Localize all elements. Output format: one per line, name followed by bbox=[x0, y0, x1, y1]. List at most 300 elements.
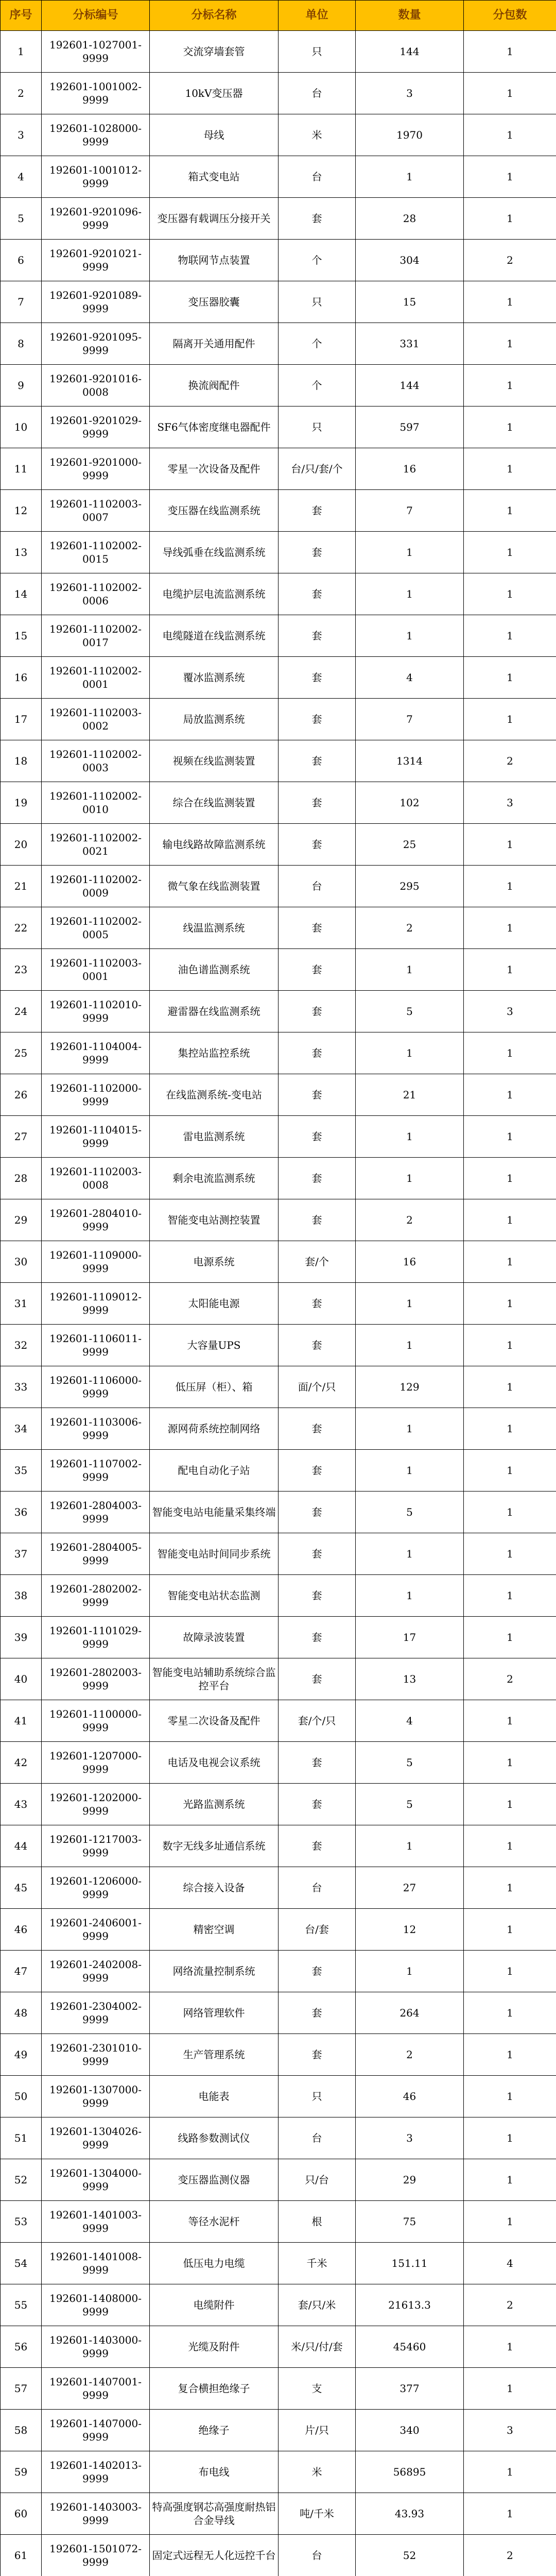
unit: 台/套 bbox=[279, 1909, 356, 1951]
row-index: 59 bbox=[1, 2451, 42, 2493]
lot-name: 智能变电站状态监测 bbox=[150, 1575, 279, 1617]
quantity: 1 bbox=[356, 1825, 464, 1867]
table-row bbox=[1, 2284, 556, 2326]
package-count: 1 bbox=[464, 699, 556, 740]
unit: 套 bbox=[279, 573, 356, 615]
row-index: 45 bbox=[1, 1867, 42, 1909]
lot-name: 光路监测系统 bbox=[150, 1784, 279, 1825]
quantity: 16 bbox=[356, 448, 464, 490]
table-row bbox=[1, 1784, 556, 1825]
quantity: 1 bbox=[356, 532, 464, 573]
lot-name: 固定式远程无人化远控千台 bbox=[150, 2535, 279, 2576]
row-index: 12 bbox=[1, 490, 42, 532]
package-count: 1 bbox=[464, 1533, 556, 1575]
lot-name: 特高强度钢芯高强度耐热铝合金导线 bbox=[150, 2493, 279, 2535]
quantity: 46 bbox=[356, 2076, 464, 2117]
lot-code: 192601-1100000-9999 bbox=[42, 1700, 150, 1742]
package-count: 1 bbox=[464, 1617, 556, 1658]
table-row bbox=[1, 2451, 556, 2493]
table-row bbox=[1, 1116, 556, 1158]
lot-name: 局放监测系统 bbox=[150, 699, 279, 740]
package-count: 1 bbox=[464, 1784, 556, 1825]
table-row bbox=[1, 740, 556, 782]
quantity: 2 bbox=[356, 907, 464, 949]
table-row bbox=[1, 1032, 556, 1074]
table-row bbox=[1, 949, 556, 991]
lot-name: 集控站监控系统 bbox=[150, 1032, 279, 1074]
package-count: 1 bbox=[464, 1366, 556, 1408]
row-index: 55 bbox=[1, 2284, 42, 2326]
quantity: 1 bbox=[356, 1575, 464, 1617]
row-index: 13 bbox=[1, 532, 42, 573]
table-row bbox=[1, 2368, 556, 2410]
row-index: 26 bbox=[1, 1074, 42, 1116]
table-row bbox=[1, 573, 556, 615]
table-body bbox=[1, 31, 556, 2576]
package-count: 1 bbox=[464, 1951, 556, 1992]
unit: 套 bbox=[279, 1074, 356, 1116]
lot-name: 智能变电站时间同步系统 bbox=[150, 1533, 279, 1575]
package-count: 1 bbox=[464, 1450, 556, 1492]
unit: 套 bbox=[279, 1742, 356, 1784]
unit: 套 bbox=[279, 1199, 356, 1241]
package-count: 4 bbox=[464, 2243, 556, 2284]
table-row bbox=[1, 2034, 556, 2076]
lot-code: 192601-1103006-9999 bbox=[42, 1408, 150, 1450]
col-header-index: 序号 bbox=[1, 1, 42, 31]
lot-code: 192601-2804005-9999 bbox=[42, 1533, 150, 1575]
quantity: 151.11 bbox=[356, 2243, 464, 2284]
package-count: 2 bbox=[464, 240, 556, 281]
lot-name: 精密空调 bbox=[150, 1909, 279, 1951]
package-count: 1 bbox=[464, 949, 556, 991]
lot-code: 192601-1402013-9999 bbox=[42, 2451, 150, 2493]
table-row bbox=[1, 1742, 556, 1784]
table-row bbox=[1, 1408, 556, 1450]
lot-name: 物联网节点装置 bbox=[150, 240, 279, 281]
quantity: 3 bbox=[356, 2117, 464, 2159]
lot-code: 192601-1102003-0008 bbox=[42, 1158, 150, 1199]
lot-name: 雷电监测系统 bbox=[150, 1116, 279, 1158]
package-count: 2 bbox=[464, 2284, 556, 2326]
quantity: 295 bbox=[356, 866, 464, 907]
lot-code: 192601-1104004-9999 bbox=[42, 1032, 150, 1074]
lot-name: 电话及电视会议系统 bbox=[150, 1742, 279, 1784]
table-row bbox=[1, 866, 556, 907]
unit: 套 bbox=[279, 1408, 356, 1450]
unit: 套 bbox=[279, 1575, 356, 1617]
table-row bbox=[1, 1867, 556, 1909]
row-index: 18 bbox=[1, 740, 42, 782]
lot-name: 交流穿墙套管 bbox=[150, 31, 279, 73]
row-index: 51 bbox=[1, 2117, 42, 2159]
table-row bbox=[1, 1700, 556, 1742]
package-count: 1 bbox=[464, 448, 556, 490]
lot-code: 192601-1102002-0003 bbox=[42, 740, 150, 782]
unit: 米 bbox=[279, 2451, 356, 2493]
table-row bbox=[1, 1158, 556, 1199]
lot-name: 视频在线监测装置 bbox=[150, 740, 279, 782]
unit: 只 bbox=[279, 2076, 356, 2117]
lot-code: 192601-1001012-9999 bbox=[42, 156, 150, 198]
quantity: 5 bbox=[356, 991, 464, 1032]
table-row bbox=[1, 1658, 556, 1700]
unit: 套 bbox=[279, 1825, 356, 1867]
lot-code: 192601-1304000-9999 bbox=[42, 2159, 150, 2201]
row-index: 2 bbox=[1, 73, 42, 114]
quantity: 2 bbox=[356, 1199, 464, 1241]
table-row bbox=[1, 1825, 556, 1867]
unit: 套 bbox=[279, 1784, 356, 1825]
row-index: 15 bbox=[1, 615, 42, 657]
lot-code: 192601-1407001-9999 bbox=[42, 2368, 150, 2410]
lot-code: 192601-2406001-9999 bbox=[42, 1909, 150, 1951]
table-row bbox=[1, 1951, 556, 1992]
package-count: 1 bbox=[464, 2076, 556, 2117]
lot-name: 复合横担绝缘子 bbox=[150, 2368, 279, 2410]
unit: 套/个 bbox=[279, 1241, 356, 1283]
quantity: 1 bbox=[356, 1032, 464, 1074]
lot-code: 192601-1403000-9999 bbox=[42, 2326, 150, 2368]
lot-code: 192601-1407000-9999 bbox=[42, 2410, 150, 2451]
lot-name: 等径水泥杆 bbox=[150, 2201, 279, 2243]
package-count: 1 bbox=[464, 1492, 556, 1533]
row-index: 24 bbox=[1, 991, 42, 1032]
lot-name: 生产管理系统 bbox=[150, 2034, 279, 2076]
package-count: 3 bbox=[464, 782, 556, 824]
quantity: 264 bbox=[356, 1992, 464, 2034]
row-index: 1 bbox=[1, 31, 42, 73]
table-row bbox=[1, 1575, 556, 1617]
package-count: 1 bbox=[464, 615, 556, 657]
table-row bbox=[1, 2535, 556, 2576]
lot-code: 192601-1001002-9999 bbox=[42, 73, 150, 114]
row-index: 31 bbox=[1, 1283, 42, 1325]
lot-name: 源网荷系统控制网络 bbox=[150, 1408, 279, 1450]
package-count: 1 bbox=[464, 2368, 556, 2410]
lot-name: 油色谱监测系统 bbox=[150, 949, 279, 991]
package-count: 1 bbox=[464, 1408, 556, 1450]
row-index: 19 bbox=[1, 782, 42, 824]
row-index: 42 bbox=[1, 1742, 42, 1784]
quantity: 102 bbox=[356, 782, 464, 824]
package-count: 1 bbox=[464, 1742, 556, 1784]
unit: 根 bbox=[279, 2201, 356, 2243]
package-count: 1 bbox=[464, 573, 556, 615]
lot-code: 192601-1102002-0009 bbox=[42, 866, 150, 907]
col-header-lot-code: 分标编号 bbox=[42, 1, 150, 31]
table-row bbox=[1, 2076, 556, 2117]
lot-code: 192601-1104015-9999 bbox=[42, 1116, 150, 1158]
row-index: 37 bbox=[1, 1533, 42, 1575]
row-index: 57 bbox=[1, 2368, 42, 2410]
quantity: 12 bbox=[356, 1909, 464, 1951]
row-index: 9 bbox=[1, 365, 42, 406]
unit: 只 bbox=[279, 31, 356, 73]
unit: 个 bbox=[279, 365, 356, 406]
package-count: 1 bbox=[464, 1700, 556, 1742]
lot-name: 母线 bbox=[150, 114, 279, 156]
unit: 只 bbox=[279, 406, 356, 448]
unit: 套 bbox=[279, 1992, 356, 2034]
lot-name: 光缆及附件 bbox=[150, 2326, 279, 2368]
lot-code: 192601-1102002-0001 bbox=[42, 657, 150, 699]
quantity: 27 bbox=[356, 1867, 464, 1909]
lot-code: 192601-1027001-9999 bbox=[42, 31, 150, 73]
lot-name: 绝缘子 bbox=[150, 2410, 279, 2451]
quantity: 4 bbox=[356, 657, 464, 699]
quantity: 1 bbox=[356, 1450, 464, 1492]
unit: 套 bbox=[279, 1283, 356, 1325]
package-count: 1 bbox=[464, 114, 556, 156]
quantity: 340 bbox=[356, 2410, 464, 2451]
table-row bbox=[1, 490, 556, 532]
unit: 套 bbox=[279, 615, 356, 657]
row-index: 10 bbox=[1, 406, 42, 448]
unit: 台 bbox=[279, 156, 356, 198]
lot-name: 太阳能电源 bbox=[150, 1283, 279, 1325]
table-row bbox=[1, 2493, 556, 2535]
package-count: 1 bbox=[464, 2117, 556, 2159]
package-count: 1 bbox=[464, 1074, 556, 1116]
table-row bbox=[1, 1533, 556, 1575]
package-count: 1 bbox=[464, 2493, 556, 2535]
lot-code: 192601-1109000-9999 bbox=[42, 1241, 150, 1283]
lot-name: 箱式变电站 bbox=[150, 156, 279, 198]
quantity: 1 bbox=[356, 156, 464, 198]
table-row bbox=[1, 1074, 556, 1116]
lot-code: 192601-1107002-9999 bbox=[42, 1450, 150, 1492]
table-row bbox=[1, 2159, 556, 2201]
lot-name: 变压器有载调压分接开关 bbox=[150, 198, 279, 240]
row-index: 25 bbox=[1, 1032, 42, 1074]
unit: 米 bbox=[279, 114, 356, 156]
unit: 套 bbox=[279, 1450, 356, 1492]
unit: 套 bbox=[279, 907, 356, 949]
table-row bbox=[1, 532, 556, 573]
lot-name: 综合在线监测装置 bbox=[150, 782, 279, 824]
row-index: 23 bbox=[1, 949, 42, 991]
quantity: 1 bbox=[356, 615, 464, 657]
package-count: 1 bbox=[464, 1283, 556, 1325]
quantity: 2 bbox=[356, 2034, 464, 2076]
lot-code: 192601-1102000-9999 bbox=[42, 1074, 150, 1116]
unit: 套 bbox=[279, 2034, 356, 2076]
unit: 米/只/付/套 bbox=[279, 2326, 356, 2368]
unit: 套 bbox=[279, 1533, 356, 1575]
table-row bbox=[1, 1992, 556, 2034]
lot-code: 192601-1102002-0006 bbox=[42, 573, 150, 615]
table-row bbox=[1, 114, 556, 156]
package-count: 1 bbox=[464, 406, 556, 448]
lot-name: 智能变电站电能量采集终端 bbox=[150, 1492, 279, 1533]
package-count: 1 bbox=[464, 198, 556, 240]
row-index: 50 bbox=[1, 2076, 42, 2117]
table-row bbox=[1, 1283, 556, 1325]
quantity: 1 bbox=[356, 1408, 464, 1450]
lot-code: 192601-2804003-9999 bbox=[42, 1492, 150, 1533]
unit: 支 bbox=[279, 2368, 356, 2410]
row-index: 56 bbox=[1, 2326, 42, 2368]
row-index: 16 bbox=[1, 657, 42, 699]
lot-code: 192601-9201095-9999 bbox=[42, 323, 150, 365]
quantity: 28 bbox=[356, 198, 464, 240]
lot-name: 变压器监测仪器 bbox=[150, 2159, 279, 2201]
unit: 只/台 bbox=[279, 2159, 356, 2201]
lot-name: 10kV变压器 bbox=[150, 73, 279, 114]
row-index: 61 bbox=[1, 2535, 42, 2576]
unit: 台/只/套/个 bbox=[279, 448, 356, 490]
lot-name: 线路参数测试仪 bbox=[150, 2117, 279, 2159]
lot-name: SF6气体密度继电器配件 bbox=[150, 406, 279, 448]
col-header-unit: 单位 bbox=[279, 1, 356, 31]
quantity: 21613.3 bbox=[356, 2284, 464, 2326]
unit: 套 bbox=[279, 1325, 356, 1366]
package-count: 1 bbox=[464, 365, 556, 406]
unit: 套/个/只 bbox=[279, 1700, 356, 1742]
lot-name: 网络流量控制系统 bbox=[150, 1951, 279, 1992]
quantity: 1 bbox=[356, 1951, 464, 1992]
unit: 套 bbox=[279, 991, 356, 1032]
row-index: 8 bbox=[1, 323, 42, 365]
quantity: 1 bbox=[356, 1116, 464, 1158]
lot-name: 换流阀配件 bbox=[150, 365, 279, 406]
table-row bbox=[1, 1617, 556, 1658]
row-index: 60 bbox=[1, 2493, 42, 2535]
quantity: 5 bbox=[356, 1784, 464, 1825]
row-index: 14 bbox=[1, 573, 42, 615]
lot-code: 192601-2804010-9999 bbox=[42, 1199, 150, 1241]
row-index: 54 bbox=[1, 2243, 42, 2284]
package-count: 1 bbox=[464, 1867, 556, 1909]
quantity: 597 bbox=[356, 406, 464, 448]
quantity: 331 bbox=[356, 323, 464, 365]
package-count: 1 bbox=[464, 73, 556, 114]
row-index: 3 bbox=[1, 114, 42, 156]
lot-name: 电源系统 bbox=[150, 1241, 279, 1283]
lot-code: 192601-1102010-9999 bbox=[42, 991, 150, 1032]
row-index: 44 bbox=[1, 1825, 42, 1867]
lot-code: 192601-2304002-9999 bbox=[42, 1992, 150, 2034]
quantity: 45460 bbox=[356, 2326, 464, 2368]
unit: 套 bbox=[279, 1032, 356, 1074]
lot-code: 192601-1401003-9999 bbox=[42, 2201, 150, 2243]
row-index: 33 bbox=[1, 1366, 42, 1408]
row-index: 36 bbox=[1, 1492, 42, 1533]
lot-code: 192601-1102002-0017 bbox=[42, 615, 150, 657]
package-count: 1 bbox=[464, 1992, 556, 2034]
row-index: 21 bbox=[1, 866, 42, 907]
row-index: 27 bbox=[1, 1116, 42, 1158]
lot-code: 192601-1106000-9999 bbox=[42, 1366, 150, 1408]
lot-code: 192601-9201029-9999 bbox=[42, 406, 150, 448]
lot-name: 低压屏（柜）、箱 bbox=[150, 1366, 279, 1408]
unit: 面/个/只 bbox=[279, 1366, 356, 1408]
package-count: 1 bbox=[464, 824, 556, 866]
lot-code: 192601-1102003-0002 bbox=[42, 699, 150, 740]
quantity: 17 bbox=[356, 1617, 464, 1658]
lot-code: 192601-1401008-9999 bbox=[42, 2243, 150, 2284]
lot-code: 192601-1102002-0010 bbox=[42, 782, 150, 824]
quantity: 21 bbox=[356, 1074, 464, 1116]
package-count: 1 bbox=[464, 1325, 556, 1366]
package-count: 1 bbox=[464, 31, 556, 73]
lot-name: 变压器胶囊 bbox=[150, 281, 279, 323]
table-row bbox=[1, 406, 556, 448]
package-count: 1 bbox=[464, 907, 556, 949]
package-count: 1 bbox=[464, 657, 556, 699]
package-count: 1 bbox=[464, 1032, 556, 1074]
lot-code: 192601-1102002-0005 bbox=[42, 907, 150, 949]
table-row bbox=[1, 991, 556, 1032]
lot-name: 布电线 bbox=[150, 2451, 279, 2493]
row-index: 41 bbox=[1, 1700, 42, 1742]
table-row bbox=[1, 2326, 556, 2368]
unit: 套 bbox=[279, 198, 356, 240]
table-row bbox=[1, 615, 556, 657]
quantity: 144 bbox=[356, 365, 464, 406]
quantity: 5 bbox=[356, 1742, 464, 1784]
quantity: 1 bbox=[356, 573, 464, 615]
table-row bbox=[1, 699, 556, 740]
package-count: 1 bbox=[464, 1199, 556, 1241]
lot-name: 电缆附件 bbox=[150, 2284, 279, 2326]
unit: 台 bbox=[279, 1867, 356, 1909]
unit: 个 bbox=[279, 240, 356, 281]
table-row bbox=[1, 73, 556, 114]
lot-name: 微气象在线监测装置 bbox=[150, 866, 279, 907]
unit: 套 bbox=[279, 1617, 356, 1658]
table-row bbox=[1, 448, 556, 490]
quantity: 1 bbox=[356, 1325, 464, 1366]
quantity: 43.93 bbox=[356, 2493, 464, 2535]
quantity: 56895 bbox=[356, 2451, 464, 2493]
table-row bbox=[1, 657, 556, 699]
lot-name: 电缆隧道在线监测系统 bbox=[150, 615, 279, 657]
lot-name: 电缆护层电流监测系统 bbox=[150, 573, 279, 615]
lot-code: 192601-1102002-0021 bbox=[42, 824, 150, 866]
package-count: 1 bbox=[464, 1909, 556, 1951]
lot-code: 192601-9201096-9999 bbox=[42, 198, 150, 240]
row-index: 32 bbox=[1, 1325, 42, 1366]
lot-name: 导线弧垂在线监测系统 bbox=[150, 532, 279, 573]
table-row bbox=[1, 782, 556, 824]
col-header-lot-name: 分标名称 bbox=[150, 1, 279, 31]
unit: 套 bbox=[279, 532, 356, 573]
quantity: 5 bbox=[356, 1492, 464, 1533]
table-row bbox=[1, 2117, 556, 2159]
unit: 套 bbox=[279, 699, 356, 740]
lot-name: 数字无线多址通信系统 bbox=[150, 1825, 279, 1867]
package-count: 1 bbox=[464, 1241, 556, 1283]
lot-code: 192601-1408000-9999 bbox=[42, 2284, 150, 2326]
package-count: 1 bbox=[464, 323, 556, 365]
col-header-quantity: 数量 bbox=[356, 1, 464, 31]
unit: 套 bbox=[279, 1658, 356, 1700]
table-row bbox=[1, 824, 556, 866]
lot-name: 综合接入设备 bbox=[150, 1867, 279, 1909]
quantity: 15 bbox=[356, 281, 464, 323]
table-row bbox=[1, 1366, 556, 1408]
package-count: 1 bbox=[464, 532, 556, 573]
quantity: 1 bbox=[356, 949, 464, 991]
quantity: 1314 bbox=[356, 740, 464, 782]
lot-name: 零星二次设备及配件 bbox=[150, 1700, 279, 1742]
lot-name: 变压器在线监测系统 bbox=[150, 490, 279, 532]
lot-code: 192601-1101029-9999 bbox=[42, 1617, 150, 1658]
lot-name: 线温监测系统 bbox=[150, 907, 279, 949]
unit: 套 bbox=[279, 657, 356, 699]
